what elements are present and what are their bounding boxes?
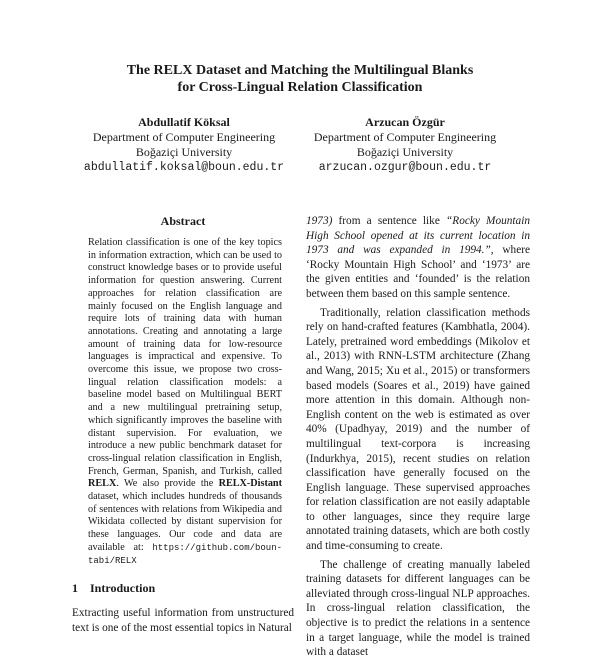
section-number: 1: [72, 581, 78, 596]
right-column: [306, 214, 530, 660]
author-department: Department of Computer Engineering: [92, 130, 276, 144]
author-department: Department of Computer Engineering: [313, 130, 497, 144]
code-url-link[interactable]: https://github.com/boun-tabi/RELX: [88, 542, 282, 566]
body-paragraph-2: Traditionally, relation classification methods rely on hand-crafted features (Kambhatla, 2004). Lately, pretrained word embeddings (Mikolov et al., 2013) with RNN-LSTM architecture (Zhang and Wang, 2015; Xu et al., 2015) or transformers based models (Soares et al., 2019) have gained more attention in this domain. Although non-English content on the web is estimated as over 40% (Upadhyay, 2019) and the number of multilingual text-corpora is increasing (Indurkhya, 2015), recent studies on relation classification have generally focused on the English language. These supervised approaches for relation classification are not easily adaptable to other languages, since they require large annotated training datasets, which are both costly and time-consuming to create.: [306, 306, 530, 553]
abstract-text: Relation classification is one of the key topics in information extraction, which can be used to construct knowledge bases or to provide useful information for question answering. Current approaches for relation classification are mainly focused on the English language and require lots of training data with human annotations. Creating and annotating a large amount of training data for low-resource languages is impractical and expensive. To overcome this issue, we propose two cross-lingual relation classification models: a baseline model based on Multilingual BERT and a new multilingual pretraining setup, which significantly improves the baseline with distant supervision. For evaluation, we introduce a new public benchmark dataset for cross-lingual relation classification in English, French, German, Spanish, and Turkish, called RELX. We also provide the RELX-Distant dataset, which includes hundreds of thousands of sentences with relations from Wikipedia and Wikidata collected by distant supervision for these languages. Our code and data are available at: https://github.com/boun-tabi/RELX: [88, 237, 282, 566]
author-university: Boğaziçi University: [135, 145, 233, 159]
author-block-1: [84, 115, 284, 175]
author-email[interactable]: arzucan.ozgur@boun.edu.tr: [318, 161, 492, 174]
author-block-2: [300, 115, 510, 175]
intro-heading: [72, 581, 294, 596]
relx-distant-name: RELX-Distant: [218, 478, 282, 490]
intro-paragraph: Extracting useful information from unstructured text is one of the most essential topics in Natural: [72, 607, 294, 634]
title-line-1: The RELX Dataset and Matching the Multilingual Blanks: [126, 63, 474, 78]
author-email[interactable]: abdullatif.koksal@boun.edu.tr: [83, 161, 285, 174]
body-paragraph-3: The challenge of creating manually labeled training datasets for different languages can be alleviated through cross-lingual NLP approaches. In cross-lingual relation classification, the objective is to predict the relations in a sentence in a target language, while the model is trained with a dataset: [306, 558, 530, 659]
title-line-2: for Cross-Lingual Relation Classification: [177, 80, 423, 95]
author-university: Boğaziçi University: [356, 145, 454, 159]
left-column: [72, 214, 294, 635]
paper-title: [0, 62, 600, 96]
author-name: Arzucan Özgür: [365, 115, 445, 129]
abstract-heading: Abstract: [160, 214, 206, 228]
section-title: Introduction: [90, 581, 156, 596]
author-name: Abdullatif Köksal: [138, 115, 230, 129]
relx-name: RELX: [88, 478, 117, 490]
continued-paragraph: 1973) from a sentence like “Rocky Mountain High School opened at its current location in 1973 and was expanded in 1994.”, where ‘Rocky Mountain High School’ and ‘1973’ are the given entities and ‘founded’ is the relation between them based on this sample sentence.: [306, 215, 530, 300]
